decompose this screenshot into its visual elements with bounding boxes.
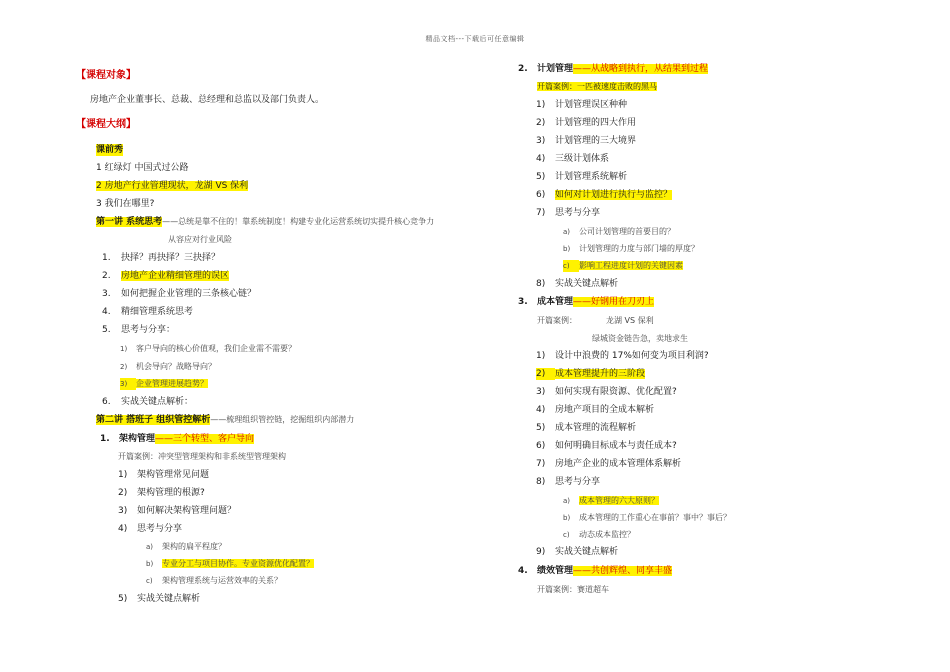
- lecture1-subtitle: ——总统是靠不住的！靠系统制度！构建专业化运营系统切实提升核心竞争力: [162, 217, 435, 226]
- case-text: 开篇案例：: [537, 316, 577, 325]
- list-item: 5) 实战关键点解析: [118, 594, 201, 604]
- list-item: 3. 如何把握企业管理的三条核心链？: [102, 289, 257, 299]
- list-item: 4) 房地产项目的全成本解析: [536, 405, 655, 415]
- lecture2-title-line: [96, 414, 354, 426]
- lecture2-subtitle: ——梳理组织管控链，挖掘组织内部潜力: [210, 415, 355, 424]
- sub-item: a) 架构的扁平程度？: [146, 542, 226, 551]
- sub-item: c) 动态成本监控？: [563, 530, 635, 539]
- list-item: 2) 架构管理的根源?: [118, 488, 205, 498]
- pre-course-item: 3 我们在哪里?: [96, 199, 155, 209]
- list-item: 1) 计划管理误区种种: [536, 100, 628, 110]
- section-heading: 1. 架构管理——三个转型、客户导向: [100, 434, 255, 444]
- sub-item: 1) 客户导向的核心价值观，我们企业需不需要？: [120, 344, 296, 353]
- lecture1-title-line: [96, 216, 434, 228]
- list-item: 7) 思考与分享: [536, 208, 601, 218]
- list-item: 5. 思考与分享：: [102, 325, 176, 335]
- sub-item: a) 成本管理的六大原则？: [563, 496, 659, 505]
- list-item: 3) 如何实现有限资源、优化配置?: [536, 387, 677, 397]
- list-item: 2. 房地产企业精细管理的误区: [102, 271, 230, 281]
- page-header: 精品文档---下载后可任意编辑: [425, 35, 525, 43]
- list-item: 1) 架构管理常见问题: [118, 470, 210, 480]
- section-heading: 4. 绩效管理——共创辉煌、同享丰盛: [518, 566, 673, 576]
- pre-course-title: 课前秀: [96, 145, 124, 155]
- list-item: 6) 如何对计划进行执行与监控？: [536, 190, 673, 200]
- lecture1-title: 第一讲 系统思考: [96, 217, 163, 227]
- course-target-text: 房地产企业董事长、总裁、总经理和总监以及部门负责人。: [90, 95, 325, 105]
- sub-item: c) 影响工程进度计划的关键因素: [563, 261, 683, 270]
- list-item: 2) 成本管理提升的三阶段: [536, 369, 646, 379]
- course-target-heading: 【课程对象】: [76, 70, 136, 81]
- case-text: 开篇案例：赛道超车: [537, 585, 609, 594]
- sub-item: c) 架构管理系统与运营效率的关系？: [146, 576, 282, 585]
- pre-course-item: 1 红绿灯 中国式过公路: [96, 163, 189, 173]
- lecture2-title: 第二讲 搭班子 组织管控解析: [96, 415, 211, 425]
- case-text: 开篇案例：冲突型管理架构和非系统型管理架构: [118, 452, 286, 461]
- section-heading: 3. 成本管理——好钢用在刀刃上: [518, 297, 655, 307]
- course-outline-heading: 【课程大纲】: [76, 119, 136, 130]
- list-item: 3) 计划管理的三大境界: [536, 136, 637, 146]
- case-text: 开篇案例：一匹被速度击败的黑马: [537, 82, 657, 91]
- list-item: 5) 计划管理系统解析: [536, 172, 628, 182]
- sub-item: b) 专业分工与项目协作。专业资源优化配置？: [146, 559, 314, 568]
- list-item: 1) 设计中浪费的 17%如何变为项目利润?: [536, 351, 709, 361]
- sub-item: 2) 机会导向？战略导向？: [120, 362, 216, 371]
- list-item: 4) 三级计划体系: [536, 154, 610, 164]
- sub-item: 3) 企业管理进展趋势？: [120, 379, 208, 388]
- pre-course-item: 2 房地产行业管理现状，龙湖 VS 保利: [96, 181, 249, 191]
- sub-item: b) 成本管理的工作重心在事前？事中？事后？: [563, 513, 731, 522]
- case-text: 龙湖 VS 保利: [606, 316, 654, 325]
- sub-item: b) 计划管理的力度与部门墙的厚度？: [563, 244, 699, 253]
- case-text: 绿城资金链告急，卖地求生: [592, 334, 688, 343]
- list-item: 4) 思考与分享: [118, 524, 183, 534]
- list-item: 9) 实战关键点解析: [536, 547, 619, 557]
- list-item: 6. 实战关键点解析：: [102, 397, 194, 407]
- lecture1-subtitle-cont: 从容应对行业风险: [168, 235, 232, 244]
- list-item: 4. 精细管理系统思考: [102, 307, 194, 317]
- list-item: 3) 如何解决架构管理问题？: [118, 506, 237, 516]
- list-item: 8) 思考与分享: [536, 477, 601, 487]
- list-item: 1. 抉择？再抉择？三抉择？: [102, 253, 221, 263]
- list-item: 6) 如何明确目标成本与责任成本?: [536, 441, 677, 451]
- list-item: 2) 计划管理的四大作用: [536, 118, 637, 128]
- list-item: 7) 房地产企业的成本管理体系解析: [536, 459, 682, 469]
- sub-item: a) 公司计划管理的首要目的？: [563, 227, 675, 236]
- list-item: 5) 成本管理的流程解析: [536, 423, 637, 433]
- section-heading: 2. 计划管理——从战略到执行，从结果到过程: [518, 64, 709, 74]
- list-item: 8) 实战关键点解析: [536, 279, 619, 289]
